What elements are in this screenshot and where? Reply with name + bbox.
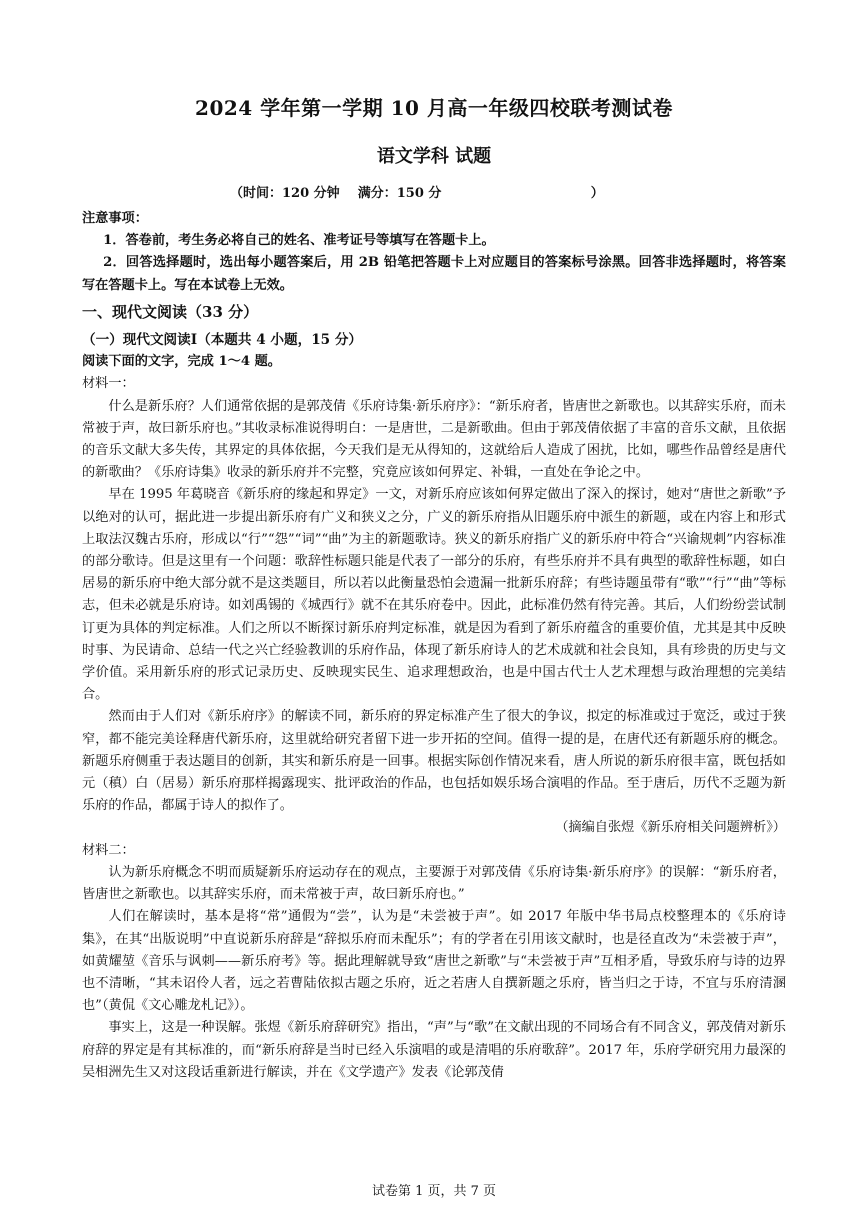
material2-paragraph: 事实上，这是一种误解。张煜《新乐府辞研究》指出，“声”与“歌”在文献出现的不同场合有不同含义，郭茂倩对新乐府辞的界定是有其标准的，而“新乐府辞是当时已经入乐演唱的或是清唱的乐府歌辞”。2017 年，乐府学研究用力最深的吴相洲先生又对这段话重新进行解读，并在《文学遗产》发表《论郭茂倩 — [82, 1020, 786, 1080]
part-heading: （一）现代文阅读Ⅰ（本题共 4 小题，15 分） — [82, 332, 363, 349]
material1-source: （摘编自张煜《新乐府相关问题辨析》） — [555, 820, 786, 836]
material2-paragraph: 认为新乐府概念不明而质疑新乐府运动存在的观点，主要源于对郭茂倩《乐府诗集·新乐府序》的误解：“新乐府者，皆唐世之新歌也。以其辞实乐府，而未常被于声，故曰新乐府也。” — [82, 864, 786, 903]
page-subtitle: 语文学科 试题 — [376, 146, 492, 167]
time-info: （时间：120 分钟 满分：150 分 ） — [230, 186, 604, 201]
material1-paragraph: 早在 1995 年葛晓音《新乐府的缘起和界定》一文，对新乐府应该如何界定做出了深入的探讨，她对“唐世之新歌”予以绝对的认可，据此进一步提出新乐府有广义和狭义之分，广义的新乐府指从旧题乐府中派生的新题，或在内容上和形式上取法汉魏古乐府，形成以“行”“怨”“词”“曲”为主的新题歌诗。狭义的新乐府指广义的新乐府中符合“兴谕规刺”内容标准的部分歌诗。但是这里有一个问题：歌辞性标题只能是代表了一部分的乐府，有些乐府并不具有典型的歌辞性标题，如白居易的新乐府中绝大部分就不是这类题目，所以若以此衡量恐怕会遗漏一批新乐府辞；有些诗题虽带有“歌”“行”“曲”等标志，但未必就是乐府诗。如刘禹锡的《城西行》就不在其乐府卷中。因此，此标准仍然有待完善。其后，人们纷纷尝试制订更为具体的判定标准。人们之所以不断探讨新乐府判定标准，就是因为看到了新乐府蕴含的重要价值，尤其是其中反映时事、为民请命、总结一代之兴亡经验教训的乐府作品，体现了新乐府诗人的艺术成就和社会良知，具有珍贵的历史与文学价值。采用新乐府的形式记录历史、反映现实民生、追求理想政治，也是中国古代士人艺术理想与政治理想的完美结合。 — [82, 487, 786, 703]
page-title: 2024 学年第一学期 10 月高一年级四校联考测试卷 — [195, 96, 673, 120]
main-content — [82, 208, 786, 1084]
notice-heading: 注意事项： — [82, 211, 148, 226]
notice-item-1: 1．答卷前，考生务必将自己的姓名、准考证号等填写在答题卡上。 — [103, 233, 495, 249]
material1-label: 材料一： — [82, 376, 135, 392]
notice-item-2: 2．回答选择题时，选出每小题答案后，用 2B 铅笔把答题卡上对应题目的答案标号涂黑。回答非选择题时，将答案写在答题卡上。写在本试卷上无效。 — [82, 255, 786, 293]
material1-paragraph: 然而由于人们对《新乐府序》的解读不同，新乐府的界定标准产生了很大的争议，拟定的标准或过于宽泛，或过于狭窄，都不能完美诠释唐代新乐府，这里就给研究者留下进一步开拓的空间。值得一提的是，在唐代还有新题乐府的概念。新题乐府侧重于表达题目的创新，其实和新乐府是一回事。根据实际创作情况来看，唐人所说的新乐府很丰富，既包括如元（稹）白（居易）新乐府那样揭露现实、批评政治的作品，也包括如娱乐场合演唱的作品。至于唐后，历代不乏题为新乐府的作品，都属于诗人的拟作了。 — [82, 709, 786, 814]
material2-label: 材料二： — [82, 842, 135, 858]
material1-paragraph: 什么是新乐府？人们通常依据的是郭茂倩《乐府诗集·新乐府序》：“新乐府者，皆唐世之新歌也。以其辞实乐府，而未常被于声，故曰新乐府也。”其收录标准说得明白：一是唐世，二是新歌曲。但由于郭茂倩依据了丰富的音乐文献，且依据的音乐文献大多失传，其界定的具体依据，今天我们是无从得知的，这就给后人造成了困扰，比如，哪些作品曾经是唐代的新歌曲？《乐府诗集》收录的新乐府并不完整，究竟应该如何界定、补辑，一直处在争论之中。 — [82, 398, 786, 481]
material2-paragraph: 人们在解读时，基本是将“常”通假为“尝”，认为是“未尝被于声”。如 2017 年版中华书局点校整理本的《乐府诗集》，在其“出版说明”中直说新乐府辞是“辞拟乐府而未配乐”；有的学者在引用该文献时，也是径直改为“未尝被于声”，如黄耀堃《音乐与讽刺——新乐府考》等。据此理解就导致“唐世之新歌”与“未尝被于声”互相矛盾，导致乐府与诗的边界也不清晰，“其未诏伶人者，远之若曹陆依拟古题之乐府，近之若唐人自撰新题之乐府，皆当归之于诗，不宜与乐府清溷也”（黄侃《文心雕龙札记》）。 — [82, 909, 786, 1014]
reading-instruction: 阅读下面的文字，完成 1～4 题。 — [82, 354, 281, 370]
section-heading: 一、现代文阅读（33 分） — [82, 302, 259, 321]
page-footer: 试卷第 1 页，共 7 页 — [371, 1184, 497, 1199]
